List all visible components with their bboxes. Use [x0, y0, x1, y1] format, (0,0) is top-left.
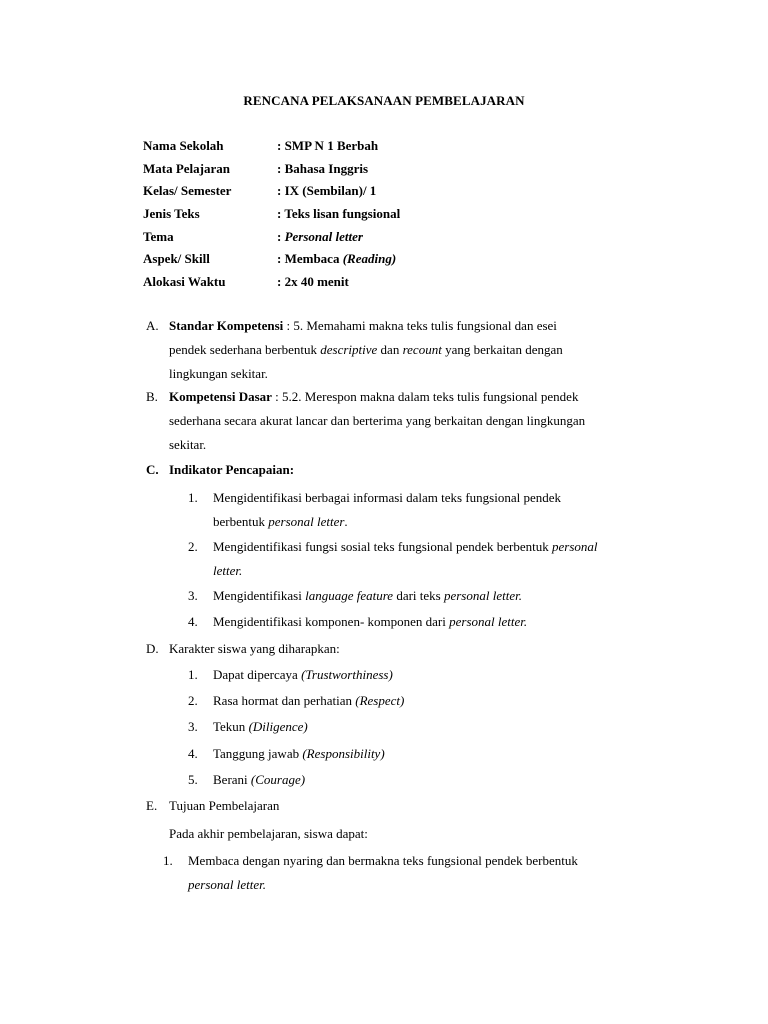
section-text: yang berkaitan dengan [441, 342, 563, 357]
list-item [188, 715, 308, 739]
info-value [277, 229, 363, 245]
section-c [146, 458, 295, 482]
info-value-italic: Personal letter [284, 228, 363, 244]
item-line [213, 559, 673, 583]
info-value: : IX (Sembilan)/ 1 [277, 183, 377, 199]
item-number: 3. [188, 719, 198, 734]
list-item [188, 486, 673, 534]
item-italic: personal letter. [188, 877, 266, 892]
item-italic: (Diligence) [248, 719, 308, 734]
list-item [188, 768, 306, 792]
section-letter: A. [146, 318, 159, 333]
item-text: Mengidentifikasi [213, 588, 306, 603]
section-line: lingkungan sekitar. [169, 366, 268, 381]
section-letter: D. [146, 641, 159, 656]
list-item [188, 610, 673, 634]
info-label: Mata Pelajaran [143, 160, 231, 176]
item-text: Mengidentifikasi komponen- komponen dari [213, 614, 450, 629]
info-value: : Bahasa Inggris [277, 160, 369, 176]
section-e [146, 794, 280, 818]
item-text: Mengidentifikasi fungsi sosial teks fungsional pendek berbentuk [213, 539, 553, 554]
info-value-prefix: : [277, 228, 285, 244]
info-value-italic: (Reading) [342, 251, 397, 267]
item-number: 5. [188, 772, 198, 787]
info-value-prefix: : Membaca [277, 251, 343, 267]
item-number: 2. [188, 539, 198, 554]
info-value: : 2x 40 menit [277, 274, 349, 290]
info-value [277, 251, 396, 267]
item-text: dari teks [393, 588, 444, 603]
item-italic: (Respect) [355, 693, 405, 708]
section-line [169, 314, 689, 338]
item-text: Rasa hormat dan perhatian [213, 693, 356, 708]
list-item [188, 535, 673, 583]
item-italic: (Courage) [250, 772, 306, 787]
info-label: Tema [143, 228, 174, 244]
item-italic: language feature [305, 588, 394, 603]
info-value: : SMP N 1 Berbah [277, 138, 379, 153]
section-heading: Kompetensi Dasar [169, 389, 272, 404]
item-italic: personal letter. [449, 614, 528, 629]
item-line [213, 510, 673, 534]
page-title: RENCANA PELAKSANAAN PEMBELAJARAN [243, 93, 525, 108]
item-text: Dapat dipercaya [213, 667, 302, 682]
section-letter: E. [146, 798, 158, 813]
section-heading: Standar Kompetensi [169, 318, 284, 333]
info-value: : Teks lisan fungsional [277, 206, 401, 222]
info-label: Aspek/ Skill [143, 251, 210, 267]
section-letter: B. [146, 389, 158, 404]
item-line [213, 610, 673, 634]
item-italic: (Responsibility) [302, 746, 385, 761]
list-item [163, 849, 668, 897]
section-letter: C. [146, 462, 159, 477]
info-label: Jenis Teks [143, 206, 200, 222]
list-item [188, 663, 393, 687]
item-italic: letter. [213, 563, 243, 578]
item-text: Tekun [213, 719, 249, 734]
item-text: Berani [213, 772, 251, 787]
item-italic: personal letter. [443, 588, 522, 603]
section-line [169, 385, 689, 409]
list-item [188, 584, 673, 608]
section-text: pendek sederhana berbentuk [169, 342, 321, 357]
item-text: berbentuk [213, 514, 269, 529]
list-item [188, 742, 385, 766]
item-text: . [344, 514, 348, 529]
item-number: 4. [188, 746, 198, 761]
item-number: 1. [163, 853, 173, 868]
item-italic: (Trustworthiness) [301, 667, 393, 682]
section-heading: Tujuan Pembelajaran [169, 798, 280, 813]
section-italic: descriptive [320, 342, 378, 357]
item-line: Membaca dengan nyaring dan bermakna teks fungsional pendek berbentuk [188, 853, 578, 868]
section-text: : 5.2. Merespon makna dalam teks tulis fungsional pendek [271, 389, 579, 404]
section-italic: recount [402, 342, 442, 357]
item-line [188, 873, 668, 897]
list-item [188, 689, 405, 713]
section-line [169, 338, 689, 362]
item-line: Mengidentifikasi berbagai informasi dalam teks fungsional pendek [213, 490, 562, 505]
section-text: dan [377, 342, 403, 357]
item-number: 3. [188, 588, 198, 603]
item-italic: personal letter [268, 514, 345, 529]
item-line [213, 535, 673, 559]
item-line [213, 584, 673, 608]
item-italic: personal [552, 539, 598, 554]
section-d [146, 637, 340, 661]
item-text: Tanggung jawab [213, 746, 303, 761]
item-number: 2. [188, 693, 198, 708]
section-a [146, 314, 689, 386]
section-b [146, 385, 689, 457]
section-heading: Karakter siswa yang diharapkan: [169, 641, 340, 656]
section-line: sekitar. [169, 437, 207, 452]
section-line: sederhana secara akurat lancar dan berterima yang berkaitan dengan lingkungan [169, 413, 586, 428]
section-heading: Indikator Pencapaian: [169, 462, 295, 477]
item-number: 1. [188, 490, 198, 505]
info-label: Kelas/ Semester [143, 183, 232, 199]
section-intro: Pada akhir pembelajaran, siswa dapat: [169, 826, 368, 841]
item-number: 4. [188, 614, 198, 629]
section-text: : 5. Memahami makna teks tulis fungsional dan esei [283, 318, 557, 333]
info-label: Alokasi Waktu [143, 274, 226, 290]
item-number: 1. [188, 667, 198, 682]
info-label: Nama Sekolah [143, 138, 224, 153]
